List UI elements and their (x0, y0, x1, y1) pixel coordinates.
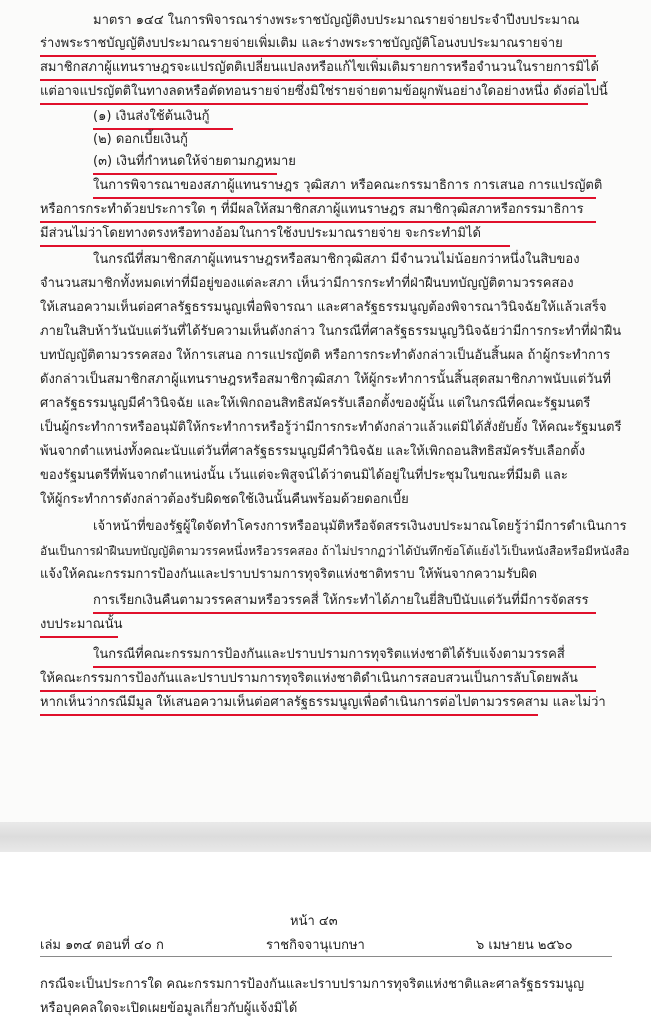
text-line-underlined: แต่อาจแปรญัตติในทางลดหรือตัดทอนรายจ่ายซึ่งมิใช่รายจ่ายตามข้อผูกพันอย่างใดอย่างหนึ่ง ดังต่อไปนี้ (40, 83, 588, 105)
text-line-underlined: ให้คณะกรรมการป้องกันและปราบปรามการทุจริตแห่งชาติดำเนินการสอบสวนเป็นการลับโดยพลัน (40, 670, 596, 692)
text-line: หรือบุคคลใดจะเปิดเผยข้อมูลเกี่ยวกับผู้แจ้งมิได้ (40, 1001, 298, 1016)
text-line: ในกรณีที่สมาชิกสภาผู้แทนราษฎรหรือสมาชิกวุฒิสภา มีจำนวนไม่น้อยกว่าหนึ่งในสิบของ (93, 252, 580, 267)
page-separator (0, 822, 651, 852)
page-number: หน้า ๔๓ (290, 914, 338, 929)
text-line: จำนวนสมาชิกทั้งหมดเท่าที่มีอยู่ของแต่ละสภา เห็นว่ามีการกระทำที่ฝ่าฝืนบทบัญญัติตามวรรคสอง (40, 276, 574, 291)
text-line: เป็นผู้กระทำการหรืออนุมัติให้กระทำการหรือรู้ว่ามีการกระทำดังกล่าวแล้วแต่มิได้สั่งยับยั้ง ให้คณะรัฐมนตรี (40, 420, 622, 435)
text-line-underlined: มีส่วนไม่ว่าโดยทางตรงหรือทางอ้อมในการใช้งบประมาณรายจ่าย จะกระทำมิได้ (40, 225, 510, 247)
text-line: อันเป็นการฝ่าฝืนบทบัญญัติตามวรรคหนึ่งหรือวรรคสอง ถ้าไม่ปรากฏว่าได้บันทึกข้อโต้แย้งไว้เป็นหนังสือหรือมีหนังสือ (40, 544, 630, 558)
text-line: ให้ผู้กระทำการดังกล่าวต้องรับผิดชดใช้เงินนั้นคืนพร้อมด้วยดอกเบี้ย (40, 492, 409, 507)
text-line-underlined: หากเห็นว่ากรณีมีมูล ให้เสนอความเห็นต่อศาลรัฐธรรมนูญเพื่อดำเนินการต่อไปตามวรรคสาม และไม่ว่า (40, 694, 538, 716)
text-line: บทบัญญัติตามวรรคสอง ให้การเสนอ การแปรญัตติ หรือการกระทำดังกล่าวเป็นอันสิ้นผล ถ้าผู้กระทำการ (40, 348, 611, 363)
text-line-underlined: ร่างพระราชบัญญัติงบประมาณรายจ่ายเพิ่มเติม และร่างพระราชบัญญัติโอนงบประมาณรายจ่าย (40, 35, 596, 57)
text-line: มาตรา ๑๔๔ ในการพิจารณาร่างพระราชบัญญัติงบประมาณรายจ่ายประจำปีงบประมาณ (93, 13, 580, 28)
text-line: ภายในสิบห้าวันนับแต่วันที่ได้รับความเห็นดังกล่าว ในกรณีที่ศาลรัฐธรรมนูญวินิจฉัยว่ามีการกระทำที่ฝ่าฝืน (40, 324, 622, 339)
text-line-underlined: หรือการกระทำด้วยประการใด ๆ ที่มีผลให้สมาชิกสภาผู้แทนราษฎร สมาชิกวุฒิสภาหรือกรรมาธิการ (40, 201, 596, 223)
text-line-underlined: สมาชิกสภาผู้แทนราษฎรจะแปรญัตติเปลี่ยนแปลงหรือแก้ไขเพิ่มเติมรายการหรือจำนวนในรายการมิได้ (40, 59, 596, 81)
text-line: ของรัฐมนตรีที่พ้นจากตำแหน่งนั้น เว้นแต่จะพิสูจน์ได้ว่าตนมิได้อยู่ในที่ประชุมในขณะที่มีมติ และ (40, 468, 568, 483)
text-line-underlined: ในการพิจารณาของสภาผู้แทนราษฎร วุฒิสภา หรือคณะกรรมาธิการ การเสนอ การแปรญัตติ (93, 177, 596, 199)
text-line: ดังกล่าวเป็นสมาชิกสภาผู้แทนราษฎรหรือสมาชิกวุฒิสภา ให้ผู้กระทำการนั้นสิ้นสุดสมาชิกภาพนับแต่วันที่ (40, 372, 611, 387)
text-line-underlined: ในกรณีที่คณะกรรมการป้องกันและปราบปรามการทุจริตแห่งชาติได้รับแจ้งตามวรรคสี่ (93, 646, 596, 668)
gazette-volume: เล่ม ๑๓๔ ตอนที่ ๔๐ ก (40, 938, 164, 953)
text-line: พ้นจากตำแหน่งทั้งคณะนับแต่วันที่ศาลรัฐธรรมนูญมีคำวินิจฉัย และให้เพิกถอนสิทธิสมัครรับเลือกตั้ง (40, 444, 586, 459)
list-item: (๓) เงินที่กำหนดให้จ่ายตามกฎหมาย (93, 153, 277, 175)
list-item: (๒) ดอกเบี้ยเงินกู้ (93, 132, 188, 147)
text-line: กรณีจะเป็นประการใด คณะกรรมการป้องกันและปราบปรามการทุจริตแห่งชาติและศาลรัฐธรรมนูญ (40, 977, 585, 992)
text-line: ศาลรัฐธรรมนูญมีคำวินิจฉัย และให้เพิกถอนสิทธิสมัครรับเลือกตั้งของผู้นั้น แต่ในกรณีที่คณะรัฐมนตรี (40, 396, 591, 411)
gazette-title: ราชกิจจานุเบกษา (266, 938, 365, 953)
text-line-underlined: การเรียกเงินคืนตามวรรคสามหรือวรรคสี่ ให้กระทำได้ภายในยี่สิบปีนับแต่วันที่มีการจัดสรร (93, 592, 596, 614)
text-line-underlined: งบประมาณนั้น (40, 616, 118, 638)
header-rule (40, 956, 612, 957)
text-line: เจ้าหน้าที่ของรัฐผู้ใดจัดทำโครงการหรืออนุมัติหรือจัดสรรเงินงบประมาณโดยรู้ว่ามีการดำเนินการ (93, 519, 627, 534)
text-line: แจ้งให้คณะกรรมการป้องกันและปราบปรามการทุจริตแห่งชาติทราบ ให้พ้นจากความรับผิด (40, 567, 538, 582)
list-item: (๑) เงินส่งใช้ต้นเงินกู้ (93, 108, 233, 130)
gazette-date: ๖ เมษายน ๒๕๖๐ (476, 938, 573, 953)
gazette-page-43 (0, 852, 651, 1024)
text-line: ให้เสนอความเห็นต่อศาลรัฐธรรมนูญเพื่อพิจารณา และศาลรัฐธรรมนูญต้องพิจารณาวินิจฉัยให้แล้วเสร็จ (40, 300, 607, 315)
